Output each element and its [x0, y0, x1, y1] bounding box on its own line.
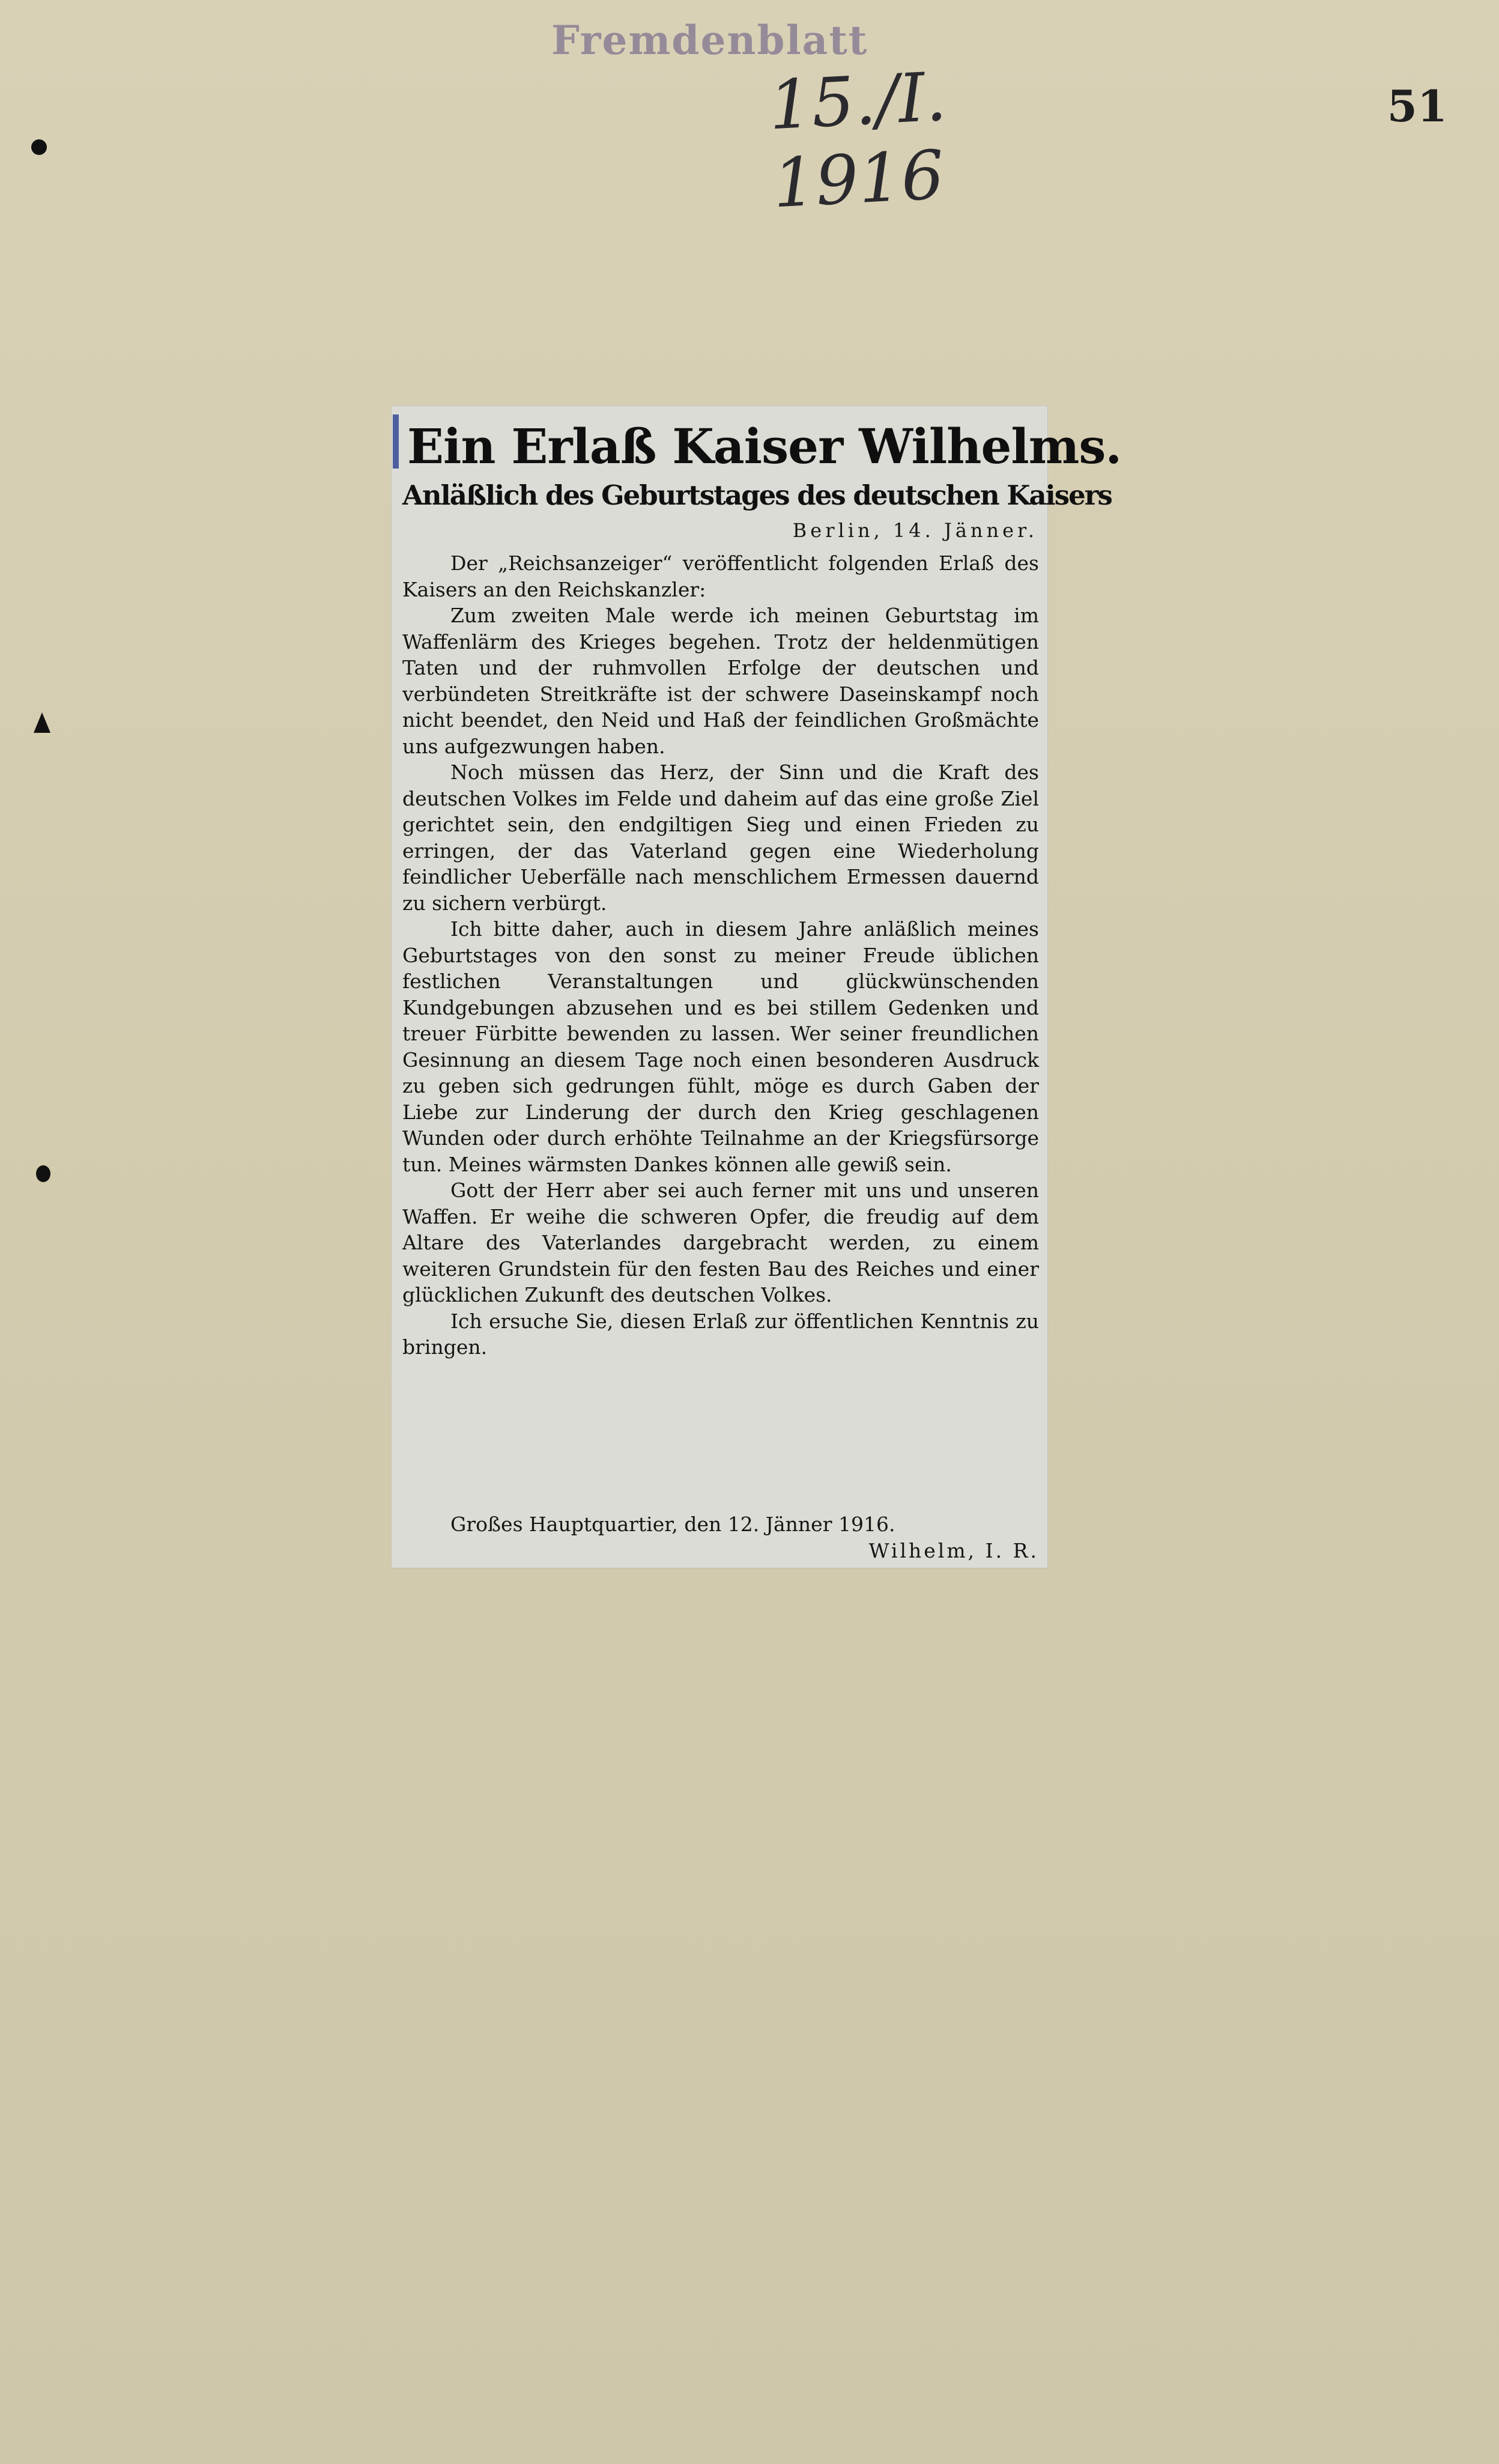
article-subheadline: Anläßlich des Geburtstages des deutschen Kaisers: [402, 479, 1112, 511]
headline-bracket: [393, 414, 399, 469]
article-signoff: [402, 1511, 1039, 1565]
handwritten-date: 15./I. 1916: [766, 58, 949, 223]
paragraph: Ich bitte daher, auch in diesem Jahre anläßlich meines Geburtstages von den sonst zu meiner Freude üblichen festlichen Veranstaltungen und glückwünschenden Kundgebungen abzusehen und es bei stillem Gedenken und treuer Fürbitte bewenden zu lassen. Wer seiner freundlichen Gesinnung an diesem Tage noch einen besonderen Ausdruck zu geben sich gedrungen fühlt, möge es durch Gaben der Liebe zur Linderung der durch den Krieg geschlagenen Wunden oder durch erhöhte Teilnahme an der Kriegsfürsorge tun. Meines wärmsten Dankes können alle gewiß sein.: [402, 917, 1039, 1176]
place-date: Großes Hauptquartier, den 12. Jänner 1916.: [450, 1513, 895, 1536]
paragraph: Ich ersuche Sie, diesen Erlaß zur öffentlichen Kenntnis zu bringen.: [402, 1309, 1039, 1359]
paragraph: Gott der Herr aber sei auch ferner mit uns und unseren Waffen. Er weihe die schweren Opfer, die freudig auf dem Altare des Vaterlandes dargebracht werden, zu einem weiteren Grundstein für den festen Bau des Reiches und einer glücklichen Zukunft des deutschen Volkes.: [402, 1179, 1039, 1306]
signature: Wilhelm, I. R.: [868, 1538, 1039, 1562]
newspaper-clipping: [392, 406, 1122, 1568]
newspaper-stamp: Fremdenblatt: [551, 17, 868, 64]
article-body: [402, 550, 1039, 1523]
paragraph: Der „Reichsanzeiger“ veröffentlicht folgenden Erlaß des Kaisers an den Reichskanzler:: [402, 551, 1039, 601]
article-headline: Ein Erlaß Kaiser Wilhelms.: [407, 418, 1122, 475]
paragraph: Noch müssen das Herz, der Sinn und die Kraft des deutschen Volkes im Felde und daheim auf das eine große Ziel gerichtet sein, den endgiltigen Sieg und einen Frieden zu erringen, der das Vaterland gegen eine Wiederholung feindlicher Ueberfälle nach menschlichem Ermessen dauernd zu sichern verbürgt.: [402, 760, 1039, 915]
article-dateline: Berlin, 14. Jänner.: [792, 519, 1038, 542]
punch-hole-top: [31, 139, 47, 155]
paragraph: Zum zweiten Male werde ich meinen Geburtstag im Waffenlärm des Krieges begehen. Trotz der heldenmütigen Taten und der ruhmvollen Erfolge der deutschen und verbündeten Streitkräfte ist der schwere Daseinskampf noch nicht beendet, den Neid und Haß der feindlichen Großmächte uns aufgezwungen haben.: [402, 604, 1039, 758]
page-number: 51: [1387, 80, 1447, 132]
punch-hole-bottom: [36, 1165, 50, 1182]
punch-hole-middle: [34, 712, 50, 733]
